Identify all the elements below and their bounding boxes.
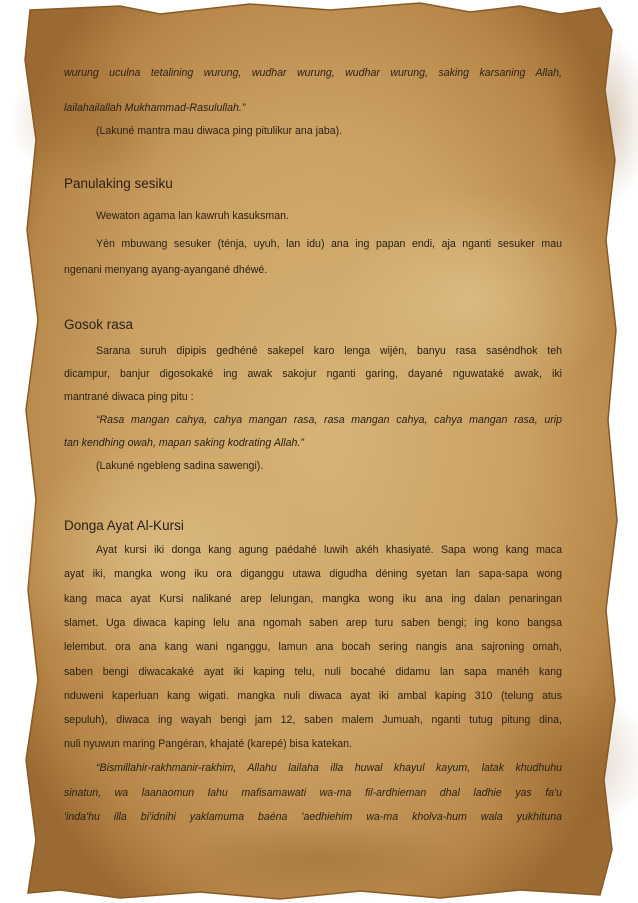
paragraph-line: “Rasa mangan cahya, cahya mangan rasa, rasa mangan cahya, cahya mangan rasa, urip: [96, 414, 562, 426]
paragraph-line: 'inda'hu illa bi'idnihi yaklamuma baéna 'aedhiehim wa-ma kholva-hum wala yukhituna: [64, 811, 562, 823]
paragraph-line: Wewaton agama lan kawruh kasuksman.: [96, 210, 289, 222]
paragraph-line: saben bengi diwacakaké ayat iki kaping telu, nuli bocahé didamu lan sapa manéh kang: [64, 666, 562, 678]
paragraph-line: mantrané diwaca ping pitu :: [64, 391, 194, 403]
section-heading: Panulaking sesiku: [64, 176, 173, 191]
intro-line-1: wurung uculna tetalining wurung, wudhar wurung, wudhar wurung, saking karsaning Allah,: [64, 67, 562, 79]
paragraph-line: Yèn mbuwang sesuker (ténja, uyuh, lan idu) ana ing papan endi, aja nganti sesuker mau: [96, 238, 562, 250]
paragraph-line: sepuluh), diwaca ing wayah bengi jam 12, saben malem Jumuah, nganti tutug pitung dina,: [64, 714, 562, 726]
section-heading: Donga Ayat Al-Kursi: [64, 518, 184, 533]
paragraph-line: kang maca ayat Kursi nalikané arep lelungan, mangka wong iku ana ing dalan penaringan: [64, 593, 562, 605]
paragraph-line: ayat iki, mangka wong iku ora diganggu utawa digudha déning syetan lan sapa-sapa wong: [64, 568, 562, 580]
paragraph-line: Ayat kursi iki donga kang agung paédahé luwih akéh khasiyaté. Sapa wong kang maca: [96, 544, 562, 556]
paragraph-line: dicampur, banjur digosokaké ing awak sakojur nganti garing, dayané nguwataké awak, iki: [64, 368, 562, 380]
intro-note: (Lakuné mantra mau diwaca ping pitulikur ana jaba).: [96, 125, 343, 137]
paragraph-line: “Bismillahir-rakhmanir-rakhim, Allahu lailaha illa huwal khayul kayum, latak khudhuhu: [96, 762, 562, 774]
section-heading: Gosok rasa: [64, 317, 134, 332]
paragraph-line: tan kendhing owah, mapan saking kodrating Allah.”: [64, 437, 304, 449]
paragraph-line: Sarana suruh dipipis gedhéné sakepel karo lenga wijén, banyu rasa saséndhok teh: [96, 345, 562, 357]
paragraph-line: slamet. Uga diwaca kaping lelu ana ngomah saben arep turu saben bengi; ing kono bangsa: [64, 617, 562, 629]
intro-line-2: lailahailallah Mukhammad-Rasulullah.”: [64, 102, 246, 114]
paragraph-line: ngenani menyang ayang-ayangané dhéwé.: [64, 264, 268, 276]
paragraph-line: (Lakuné ngebleng sadina sawengi).: [96, 460, 264, 472]
paragraph-line: sinatun, wa laanaomun lahu mafisamawati wa-ma fil-ardhieman dhal ladhie yas fa'u: [64, 787, 562, 799]
paragraph-line: nduweni kaperluan kang wigati. mangka nuli diwaca ayat iki ambal kaping 310 (telung atus: [64, 690, 562, 702]
paragraph-line: nuli nyuwun maring Pangéran, khajaté (karepé) bisa katekan.: [64, 738, 352, 750]
paragraph-line: lelembut. ora ana kang wani nganggu, lamun ana bocah sering nangis ana sajroning omah,: [64, 641, 562, 653]
